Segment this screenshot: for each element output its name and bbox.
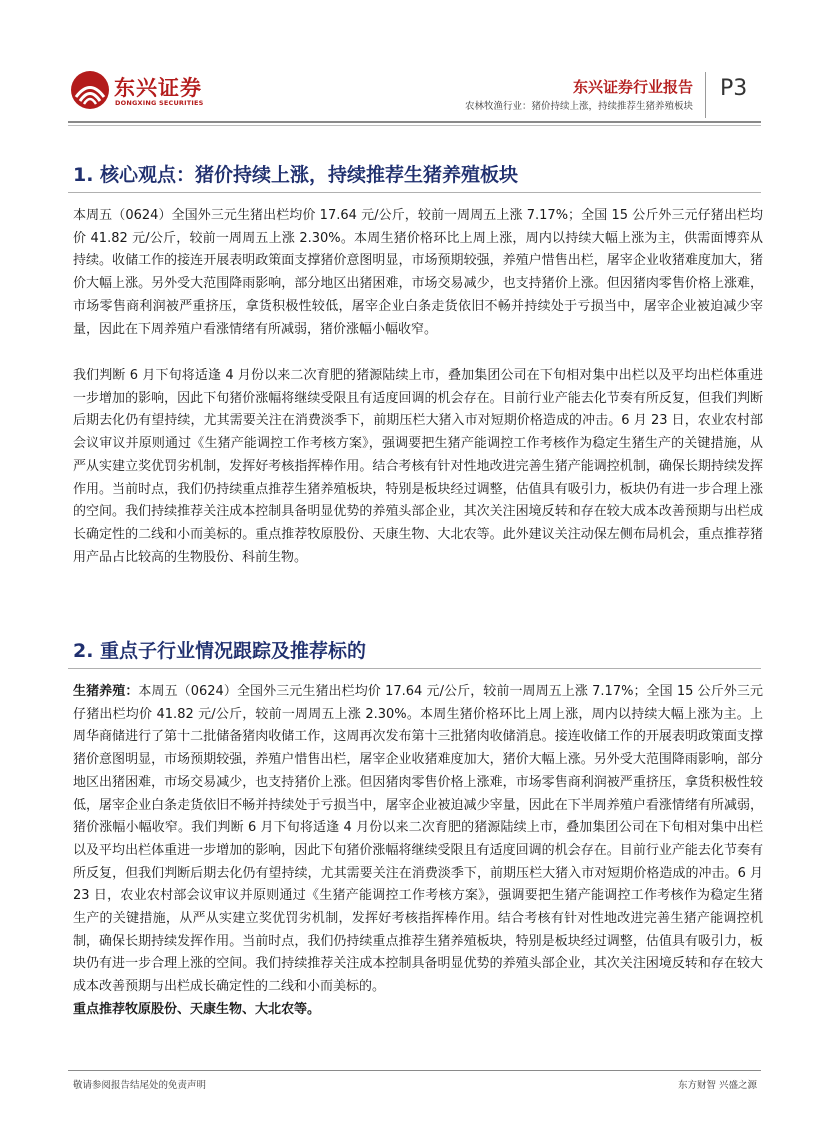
report-title: 东兴证券行业报告 bbox=[572, 78, 693, 96]
disclaimer-note: 敬请参阅报告结尾处的免责声明 bbox=[73, 1080, 207, 1091]
logo-chinese-name: 东兴证券 bbox=[114, 76, 202, 100]
section-1-paragraph-1 bbox=[73, 205, 763, 341]
key-recommendations: 重点推荐牧原股份、天康生物、大北农等。 bbox=[73, 1001, 321, 1017]
header-rule-thin bbox=[68, 125, 761, 126]
section-2-heading: 2. 重点子行业情况跟踪及推荐标的 bbox=[73, 640, 367, 662]
footer-rule bbox=[68, 1070, 761, 1071]
dongxing-logo-icon bbox=[70, 70, 110, 110]
header-divider bbox=[705, 72, 706, 118]
company-logo bbox=[70, 68, 204, 116]
section-2-text bbox=[73, 681, 763, 999]
hog-farming-label: 生猪养殖： bbox=[73, 684, 139, 699]
section-1-paragraph-2 bbox=[73, 365, 763, 569]
section-1-heading: 1. 核心观点：猪价持续上涨，持续推荐生猪养殖板块 bbox=[73, 164, 519, 186]
section-2-rule bbox=[68, 668, 761, 669]
hog-farming-body: 本周五（0624）全国外三元生猪出栏均价 17.64 元/公斤，较前一周周五上涨 7.17%；全国 15 公斤外三元仔猪出栏均价 41.82 元/公斤，较前一周周五上涨 2.30%。本周生猪价格环比上周上涨，周内以持续大幅上涨为主。上周华商储进行了第十二批储备猪肉收储工作，这周再次发布第十三批猪肉收储消息。接连收储工作的开展表明政策面支撑猪价意图明显，市场预期较强，养殖户惜售出栏，屠宰企业收猪难度加大，猪价大幅上涨。另外受大范围降雨影响，部分地区出猪困难，市场交易减少，也支持猪价上涨。但因猪肉零售价格上涨难，市场零售商利润被严重挤压，拿货积极性较低，屠宰企业白条走货依旧不畅并持续处于亏损当中，屠宰企业被迫减少宰量，因此在下半周养殖户看涨情绪有所减弱，猪价涨幅小幅收窄。我们判断 6 月下旬将适逢 4 月份以来二次育肥的猪源陆续上市，叠加集团公司在下旬相对集中出栏以及平均出栏体重进一步增加的影响，因此下旬猪价涨幅将继续受限且有适度回调的机会存在。目前行业产能去化节奏有所反复，但我们判断后期去化仍有望持续，尤其需要关注在消费淡季下，前期压栏大猪入市对短期价格造成的冲击。6 月 23 日，农业农村部会议审议并原则通过《生猪产能调控工作考核方案》，强调要把生猪产能调控工作考核作为稳定生猪生产的关键措施，从严从实建立奖优罚劣机制，发挥好考核指挥棒作用。结合考核有针对性地改进完善生猪产能调控机制，确保长期持续发挥作用。当前时点，我们仍持续重点推荐生猪养殖板块，特别是板块经过调整，估值具有吸引力，板块仍有进一步合理上涨的空间。我们持续推荐关注成本控制具备明显优势的养殖头部企业，其次关注困境反转和存在较大成本改善预期与出栏成长确定性的二线和小而美标的。 bbox=[73, 684, 763, 995]
section-2-paragraph bbox=[73, 681, 763, 1022]
section-1-rule bbox=[68, 192, 761, 193]
header-rule bbox=[68, 121, 761, 123]
page-number: P3 bbox=[720, 76, 748, 101]
report-subtitle: 农林牧渔行业：猪价持续上涨，持续推荐生猪养殖板块 bbox=[464, 101, 693, 112]
footer-slogan: 东方财智 兴盛之源 bbox=[677, 1080, 757, 1091]
section-1-text-2: 我们判断 6 月下旬将适逢 4 月份以来二次育肥的猪源陆续上市，叠加集团公司在下旬相对集中出栏以及平均出栏体重进一步增加的影响，因此下旬猪价涨幅将继续受限且有适度回调的机会存在。目前行业产能去化节奏有所反复，但我们判断后期去化仍有望持续，尤其需要关注在消费淡季下，前期压栏大猪入市对短期价格造成的冲击。6 月 23 日，农业农村部会议审议并原则通过《生猪产能调控工作考核方案》，强调要把生猪产能调控工作考核作为稳定生猪生产的关键措施，从严从实建立奖优罚劣机制，发挥好考核指挥棒作用。结合考核有针对性地改进完善生猪产能调控机制，确保长期持续发挥作用。当前时点，我们仍持续重点推荐生猪养殖板块，特别是板块经过调整，估值具有吸引力，板块仍有进一步合理上涨的空间。我们持续推荐关注成本控制具备明显优势的养殖头部企业，其次关注困境反转和存在较大成本改善预期与出栏成长确定性的二线和小而美标的。重点推荐牧原股份、天康生物、大北农等。此外建议关注动保左侧布局机会，重点推荐猪用产品占比较高的生物股份、科前生物。 bbox=[73, 368, 763, 565]
logo-english-name: DONGXING SECURITIES bbox=[115, 99, 204, 107]
section-1-text-1: 本周五（0624）全国外三元生猪出栏均价 17.64 元/公斤，较前一周周五上涨 7.17%；全国 15 公斤外三元仔猪出栏均价 41.82 元/公斤，较前一周周五上涨 2.30%。本周生猪价格环比上周上涨，周内以持续大幅上涨为主，供需面博弈从持续。收储工作的接连开展表明政策面支撑猪价意图明显，市场预期较强，养殖户惜售出栏，屠宰企业收猪难度加大，猪价大幅上涨。另外受大范围降雨影响，部分地区出猪困难，市场交易减少，也支持猪价上涨。但因猪肉零售价格上涨难，市场零售商利润被严重挤压，拿货积极性较低，屠宰企业白条走货依旧不畅并持续处于亏损当中，屠宰企业被迫减少宰量，因此在下周养殖户看涨情绪有所减弱，猪价涨幅小幅收窄。 bbox=[73, 208, 763, 337]
